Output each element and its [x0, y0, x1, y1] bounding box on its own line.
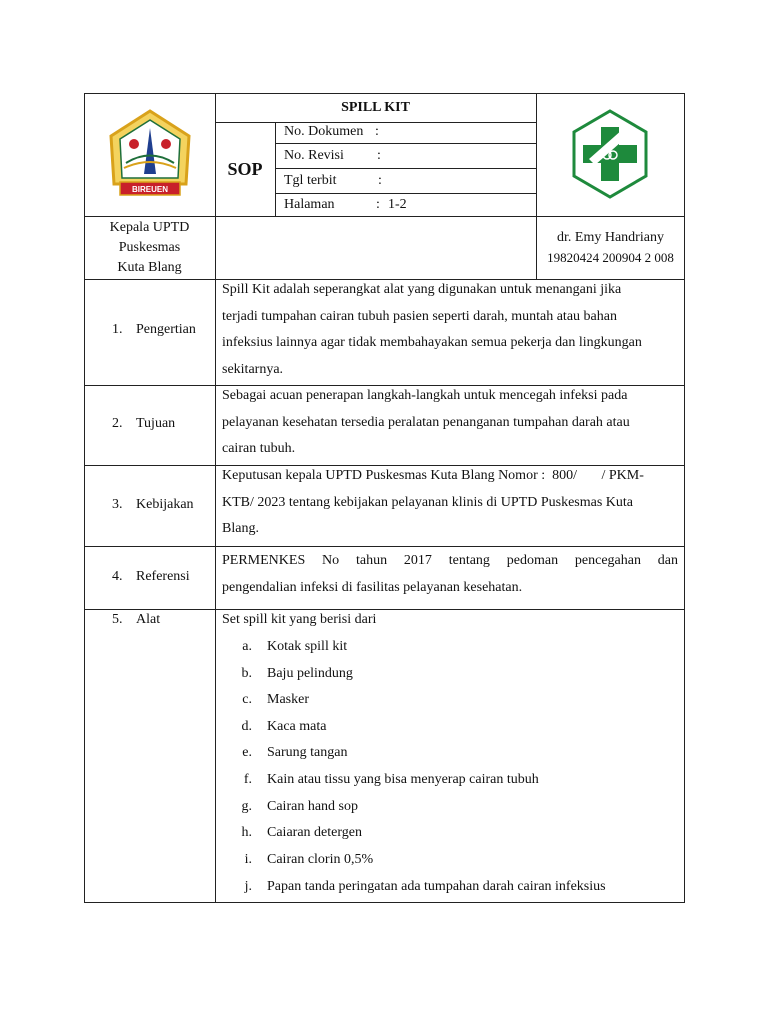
- row-divider-field-2: [275, 168, 536, 169]
- signatory-right: [536, 228, 685, 268]
- column-divider-sop: [275, 122, 276, 216]
- svg-text:BIREUEN: BIREUEN: [131, 185, 169, 194]
- row-divider-section-4: [84, 609, 685, 610]
- section-label: Alat: [136, 612, 161, 627]
- row-divider-field-3: [275, 193, 536, 194]
- bireuen-emblem: [106, 108, 194, 200]
- signatory-nip: 19820424 200904 2 008: [547, 250, 674, 265]
- column-divider-left: [215, 93, 216, 903]
- section-label: Pengertian: [136, 322, 196, 337]
- signatory-name: dr. Emy Handriany: [557, 230, 664, 245]
- document-title: SPILL KIT: [341, 100, 410, 115]
- alat-intro: Set spill kit yang berisi dari: [222, 612, 377, 627]
- row-divider-field-1: [275, 143, 536, 144]
- row-divider-section-3: [84, 546, 685, 547]
- section-label: Referensi: [136, 569, 190, 584]
- row-divider-header: [84, 216, 685, 217]
- sop-label: SOP: [227, 159, 263, 179]
- puskesmas-logo: [571, 109, 649, 199]
- section-label: Kebijakan: [136, 497, 194, 512]
- signatory-left: Kepala UPTD Puskesmas Kuta Blang: [109, 220, 190, 275]
- section-label: Tujuan: [136, 416, 176, 431]
